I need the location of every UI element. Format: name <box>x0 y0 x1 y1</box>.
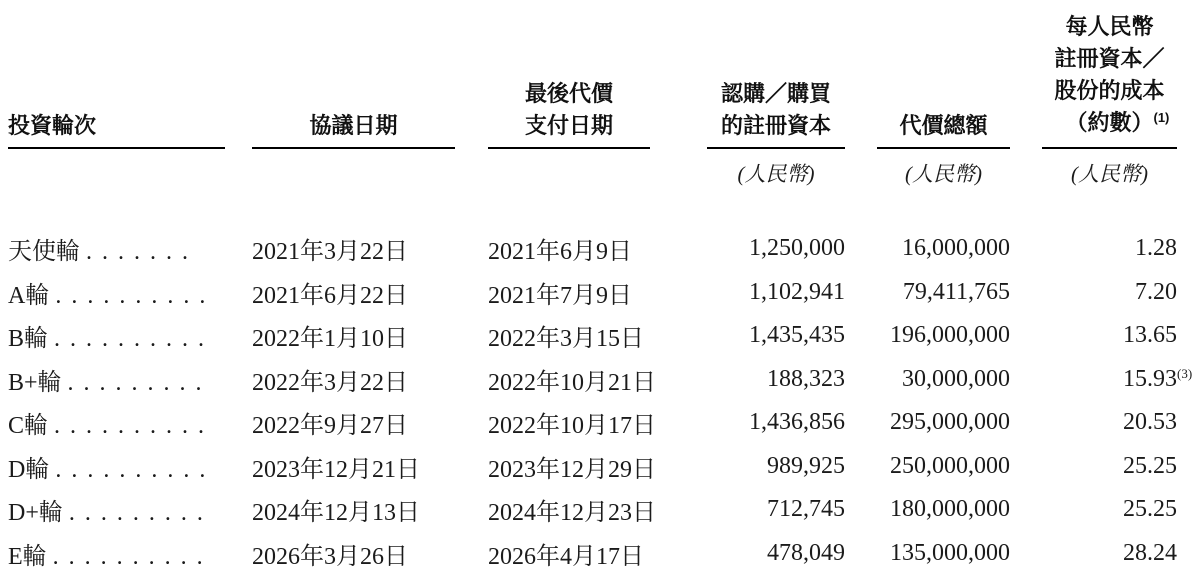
round-cell <box>8 449 225 484</box>
table-row <box>0 401 1200 445</box>
agreement-date: 2022年9月27日 <box>252 413 408 440</box>
header-agreement-date-label: 協議日期 <box>309 113 398 138</box>
leader-dots: .......... <box>54 413 215 440</box>
payment-date: 2022年10月21日 <box>488 369 656 396</box>
total-consideration: 30,000,000 <box>902 365 1010 392</box>
registered-capital: 188,323 <box>767 365 845 392</box>
round-cell <box>8 275 225 310</box>
agreement-date: 2021年6月22日 <box>252 282 408 309</box>
agreement-date: 2022年3月22日 <box>252 369 408 396</box>
leader-dots: .......... <box>52 543 213 570</box>
round-cell <box>8 318 225 353</box>
header-round-label: 投資輪次 <box>8 113 97 138</box>
cost-per-share <box>1042 279 1177 306</box>
currency-note-total-consideration: (人民幣) <box>905 162 982 186</box>
payment-date: 2021年7月9日 <box>488 282 632 309</box>
cost-per-share <box>1042 540 1177 567</box>
total-consideration: 79,411,765 <box>902 278 1010 305</box>
leader-dots: ......... <box>68 500 213 527</box>
header-registered-capital-line2: 的註冊資本 <box>720 113 831 138</box>
cost-value: 13.65 <box>1123 322 1177 349</box>
table-row <box>0 227 1200 271</box>
leader-dots: .......... <box>54 326 215 353</box>
total-consideration: 16,000,000 <box>902 235 1010 262</box>
payment-date: 2022年10月17日 <box>488 413 656 440</box>
cost-per-share <box>1042 409 1177 436</box>
round-cell <box>8 536 225 571</box>
table-row <box>0 358 1200 402</box>
table-row <box>0 488 1200 532</box>
table-row <box>0 314 1200 358</box>
header-total-consideration-label: 代價總額 <box>899 113 988 138</box>
round-name: 天使輪 <box>8 239 80 266</box>
round-name: D+輪 <box>8 500 63 527</box>
header-total-consideration <box>877 0 1010 149</box>
agreement-date: 2023年12月21日 <box>252 456 420 483</box>
payment-date: 2022年3月15日 <box>488 326 644 353</box>
table-row <box>0 271 1200 315</box>
agreement-date: 2021年3月22日 <box>252 239 408 266</box>
total-consideration: 180,000,000 <box>890 496 1010 523</box>
cost-per-share: 15.93(3) <box>1123 365 1193 392</box>
cost-value: 25.25 <box>1123 496 1177 523</box>
payment-date: 2026年4月17日 <box>488 543 644 570</box>
round-cell <box>8 231 225 266</box>
payment-date: 2021年6月9日 <box>488 239 632 266</box>
currency-subheader-row <box>0 149 1200 193</box>
registered-capital: 1,102,941 <box>749 278 845 305</box>
cost-value: 28.24 <box>1123 539 1177 566</box>
round-cell <box>8 405 225 440</box>
cost-per-share <box>1042 496 1177 523</box>
cost-value: 20.53 <box>1123 409 1177 436</box>
round-name: C輪 <box>8 413 49 440</box>
header-cost-line4-text: （約數） <box>1065 110 1154 135</box>
round-name: B+輪 <box>8 369 62 396</box>
leader-dots: ......... <box>67 369 212 396</box>
round-cell <box>8 492 225 527</box>
cost-per-share <box>1042 322 1177 349</box>
payment-date: 2023年12月29日 <box>488 456 656 483</box>
registered-capital: 1,250,000 <box>749 235 845 262</box>
round-name: B輪 <box>8 326 49 353</box>
cost-value: 15.93 <box>1123 365 1177 392</box>
round-name: A輪 <box>8 282 50 309</box>
table-header <box>0 0 1200 149</box>
header-registered-capital-line1: 認購／購買 <box>720 81 831 106</box>
payment-date: 2024年12月23日 <box>488 500 656 527</box>
header-payment-date-line1: 最後代價 <box>524 81 613 106</box>
total-consideration: 250,000,000 <box>890 452 1010 479</box>
leader-dots: ....... <box>86 239 198 266</box>
header-cost-line2: 註冊資本／ <box>1054 46 1165 71</box>
table-row <box>0 532 1200 576</box>
cost-per-share <box>1042 235 1177 262</box>
round-name: D輪 <box>8 456 50 483</box>
cost-value: 1.28 <box>1135 235 1177 262</box>
round-name: E輪 <box>8 543 47 570</box>
total-consideration: 196,000,000 <box>890 322 1010 349</box>
cost-value: 7.20 <box>1135 278 1177 305</box>
cost-value: 25.25 <box>1123 452 1177 479</box>
registered-capital: 478,049 <box>767 539 845 566</box>
leader-dots: .......... <box>55 456 216 483</box>
header-registered-capital <box>707 0 845 149</box>
header-cost-line4: （約數）(1) <box>1065 110 1170 135</box>
header-cost-line3: 股份的成本 <box>1054 78 1165 103</box>
registered-capital: 989,925 <box>767 452 845 479</box>
header-agreement-date <box>252 0 455 149</box>
leader-dots: .......... <box>55 282 216 309</box>
table-row <box>0 445 1200 489</box>
registered-capital: 712,745 <box>767 496 845 523</box>
agreement-date: 2024年12月13日 <box>252 500 420 527</box>
header-round <box>8 0 225 149</box>
agreement-date: 2026年3月26日 <box>252 543 408 570</box>
header-payment-date-line2: 支付日期 <box>524 113 613 138</box>
total-consideration: 295,000,000 <box>890 409 1010 436</box>
table-body <box>0 227 1200 575</box>
currency-note-registered-capital: (人民幣) <box>737 162 815 186</box>
registered-capital: 1,435,435 <box>749 322 845 349</box>
registered-capital: 1,436,856 <box>749 409 845 436</box>
currency-note-cost: (人民幣) <box>1071 162 1148 186</box>
header-cost-line1: 每人民幣 <box>1065 14 1154 39</box>
total-consideration: 135,000,000 <box>890 539 1010 566</box>
agreement-date: 2022年1月10日 <box>252 326 408 353</box>
header-cost-per-share <box>1042 0 1177 149</box>
round-cell <box>8 362 225 397</box>
cost-per-share <box>1042 453 1177 480</box>
header-payment-date <box>488 0 650 149</box>
